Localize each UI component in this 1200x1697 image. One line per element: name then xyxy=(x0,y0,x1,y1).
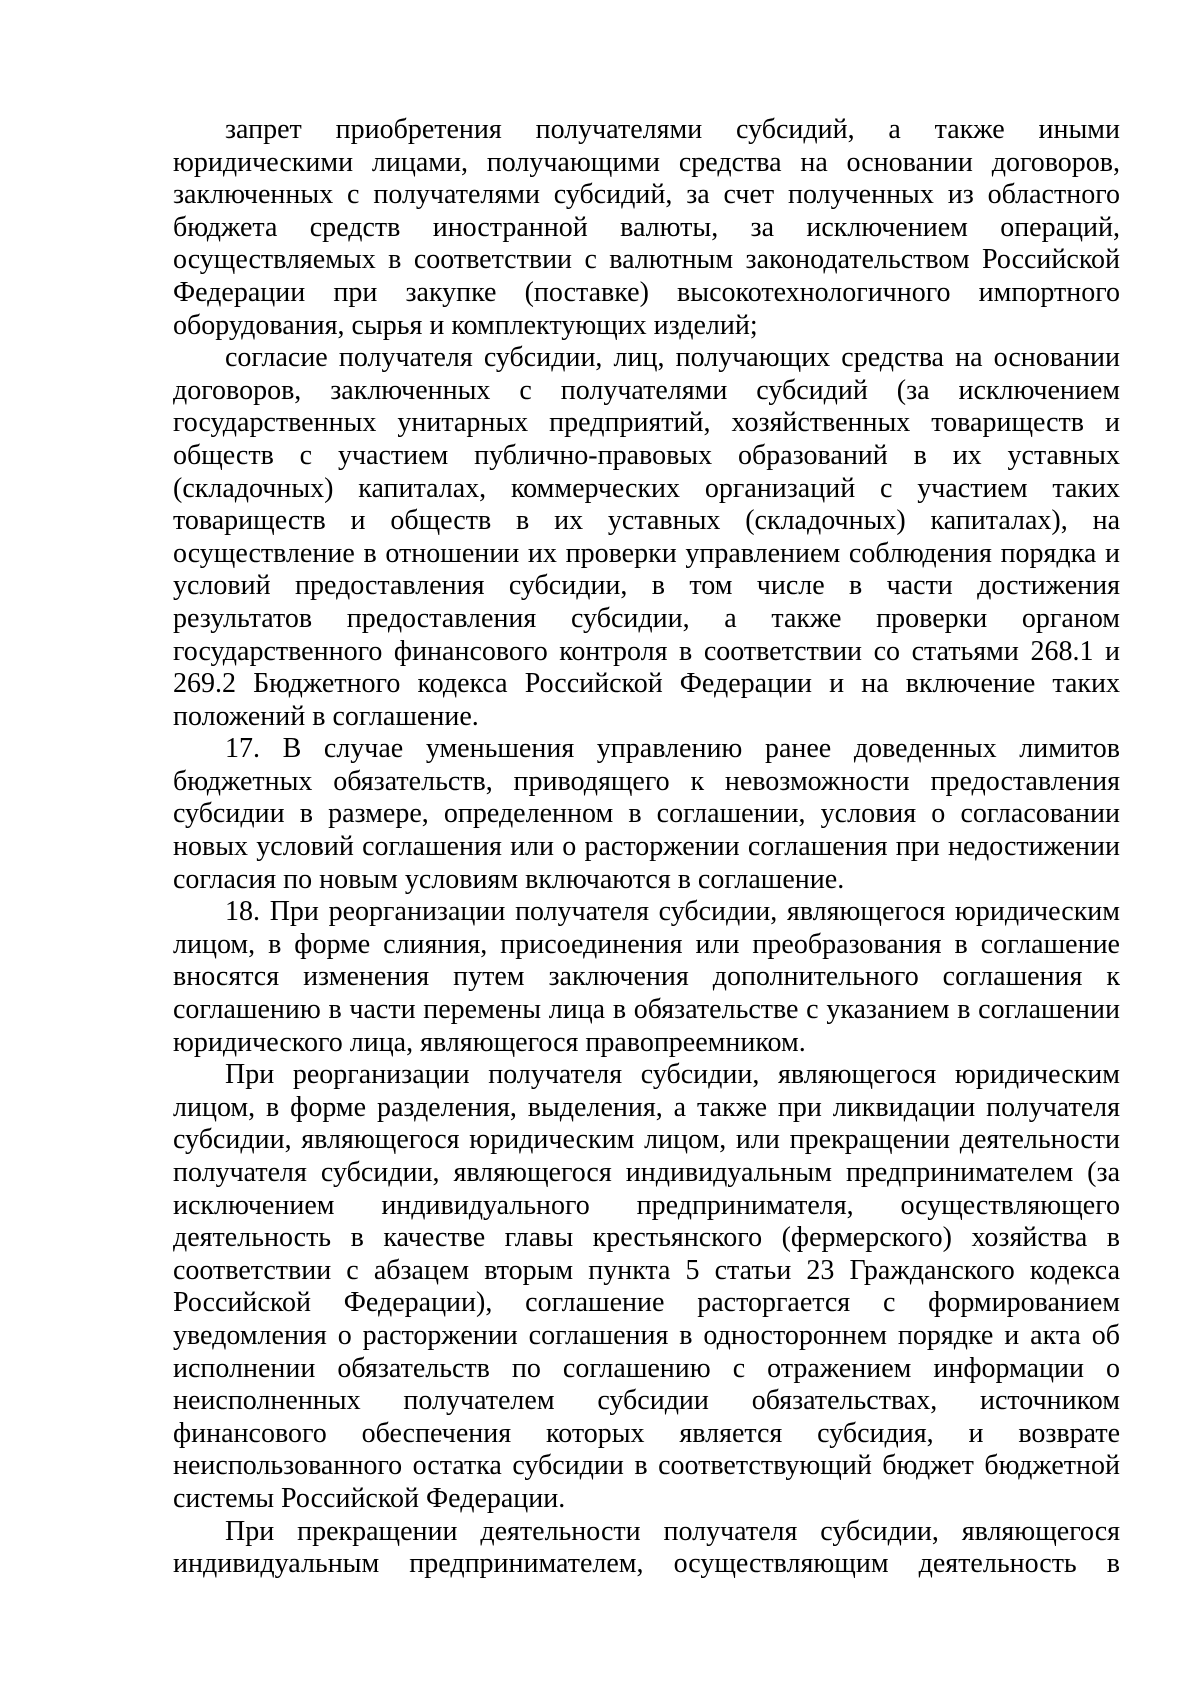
paragraph-entrepreneur-termination: При прекращении деятельности получателя субсидии, являющегося индивидуальным предпринимателем, осуществляющим деятельность в xyxy=(173,1515,1120,1580)
document-page xyxy=(173,114,1120,1581)
paragraph-inspection-consent: согласие получателя субсидии, лиц, получающих средства на основании договоров, заключенных с получателями субсидий (за исключением государственных унитарных предприятий, хозяйственных товариществ и обществ с участием публично-правовых образований в их уставных (складочных) капиталах, коммерческих организаций с участием таких товариществ и обществ в их уставных (складочных) капиталах), на осуществление в отношении их проверки управлением соблюдения порядка и условий предоставления субсидии, в том числе в части достижения результатов предоставления субсидии, а также проверки органом государственного финансового контроля в соответствии со статьями 268.1 и 269.2 Бюджетного кодекса Российской Федерации и на включение таких положений в соглашение. xyxy=(173,342,1120,732)
paragraph-clause-17: 17. В случае уменьшения управлению ранее доведенных лимитов бюджетных обязательств, приводящего к невозможности предоставления субсидии в размере, определенном в соглашении, условия о согласовании новых условий соглашения или о расторжении соглашения при недостижении согласия по новым условиям включаются в соглашение. xyxy=(173,733,1120,895)
paragraph-reorganization-termination: При реорганизации получателя субсидии, являющегося юридическим лицом, в форме разделения, выделения, а также при ликвидации получателя субсидии, являющегося юридическим лицом, или прекращении деятельности получателя субсидии, являющегося индивидуальным предпринимателем (за исключением индивидуального предпринимателя, осуществляющего деятельность в качестве главы крестьянского (фермерского) хозяйства в соответствии с абзацем вторым пункта 5 статьи 23 Гражданского кодекса Российской Федерации), соглашение расторгается с формированием уведомления о расторжении соглашения в одностороннем порядке и акта об исполнении обязательств по соглашению с отражением информации о неисполненных получателем субсидии обязательствах, источником финансового обеспечения которых является субсидия, и возврате неиспользованного остатка субсидии в соответствующий бюджет бюджетной системы Российской Федерации. xyxy=(173,1059,1120,1514)
paragraph-currency-prohibition: запрет приобретения получателями субсидий, а также иными юридическими лицами, получающими средства на основании договоров, заключенных с получателями субсидий, за счет полученных из областного бюджета средств иностранной валюты, за исключением операций, осуществляемых в соответствии с валютным законодательством Российской Федерации при закупке (поставке) высокотехнологичного импортного оборудования, сырья и комплектующих изделий; xyxy=(173,114,1120,341)
paragraph-clause-18: 18. При реорганизации получателя субсидии, являющегося юридическим лицом, в форме слияния, присоединения или преобразования в соглашение вносятся изменения путем заключения дополнительного соглашения к соглашению в части перемены лица в обязательстве с указанием в соглашении юридического лица, являющегося правопреемником. xyxy=(173,896,1120,1058)
